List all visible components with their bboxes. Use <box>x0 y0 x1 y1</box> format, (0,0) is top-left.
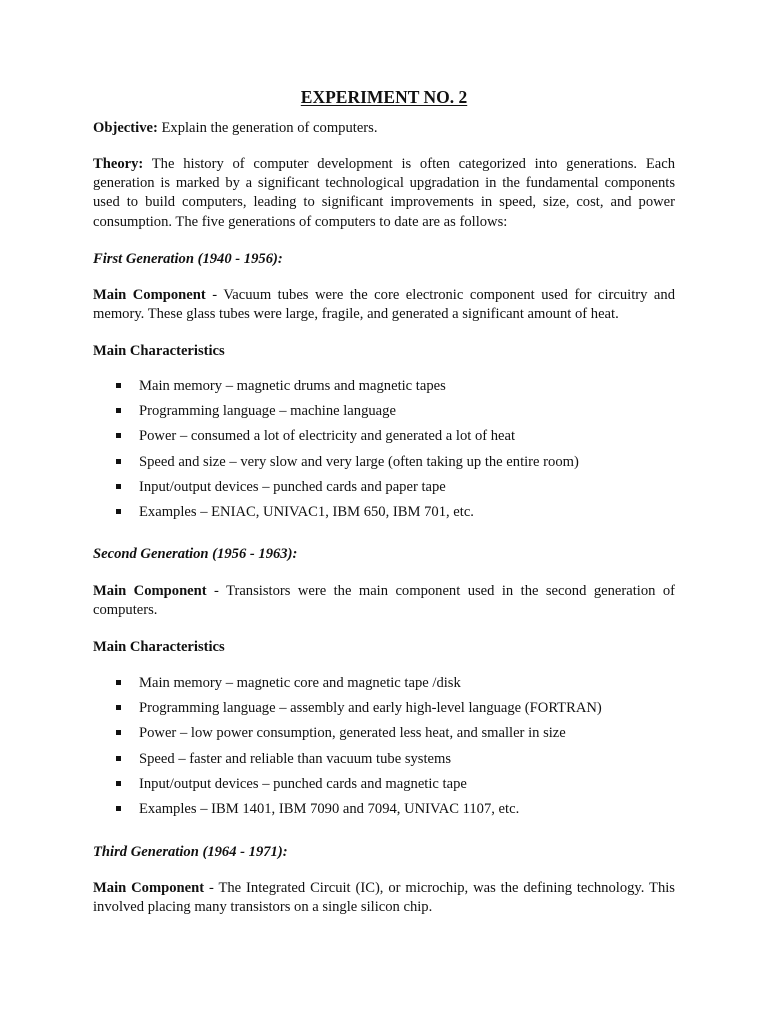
bullet-square-icon <box>116 484 121 489</box>
objective-text: Explain the generation of computers. <box>157 120 378 136</box>
list-item: Input/output devices – punched cards and paper tape <box>93 478 675 503</box>
second-generation-characteristics-heading: Main Characteristics <box>93 639 225 655</box>
page-title: EXPERIMENT NO. 2 <box>300 87 468 107</box>
second-generation-component <box>93 582 675 620</box>
bullet-square-icon <box>116 459 121 464</box>
component-text: - Transistors were the main component used in the second generation of computers. <box>93 583 675 619</box>
list-item: Speed – faster and reliable than vacuum tube systems <box>93 750 675 775</box>
list-item: Programming language – machine language <box>93 402 675 427</box>
theory-text: The history of computer development is often categorized into generations. Each generation is marked by a significant technological upgradation in the fundamental components used to build computers, leading to significant improvements in speed, size, cost, and power consumption. The five generations of computers to date are as follows: <box>93 156 675 230</box>
bullet-square-icon <box>116 383 121 388</box>
second-generation-heading: Second Generation (1956 - 1963): <box>93 546 298 562</box>
first-generation-component <box>93 286 675 324</box>
component-text: - The Integrated Circuit (IC), or microchip, was the defining technology. This involved placing many transistors on a single silicon chip. <box>93 880 675 916</box>
list-item: Programming language – assembly and early high-level language (FORTRAN) <box>93 699 675 724</box>
objective-paragraph <box>93 119 675 138</box>
component-label: Main Component <box>93 880 205 896</box>
first-generation-heading: First Generation (1940 - 1956): <box>93 251 283 267</box>
bullet-square-icon <box>116 408 121 413</box>
bullet-square-icon <box>116 433 121 438</box>
list-item: Main memory – magnetic core and magnetic tape /disk <box>93 674 675 699</box>
bullet-square-icon <box>116 680 121 685</box>
second-generation-characteristics-list <box>93 674 675 825</box>
list-item: Input/output devices – punched cards and magnetic tape <box>93 775 675 800</box>
theory-paragraph <box>93 155 675 232</box>
first-generation-characteristics-heading: Main Characteristics <box>93 343 225 359</box>
bullet-square-icon <box>116 730 121 735</box>
bullet-square-icon <box>116 806 121 811</box>
objective-label: Objective: <box>93 120 158 136</box>
list-item: Examples – ENIAC, UNIVAC1, IBM 650, IBM 701, etc. <box>93 503 675 528</box>
bullet-square-icon <box>116 781 121 786</box>
list-item: Main memory – magnetic drums and magnetic tapes <box>93 377 675 402</box>
list-item: Power – low power consumption, generated less heat, and smaller in size <box>93 724 675 749</box>
list-item: Examples – IBM 1401, IBM 7090 and 7094, UNIVAC 1107, etc. <box>93 800 675 825</box>
first-generation-characteristics-list <box>93 377 675 528</box>
third-generation-component <box>93 879 675 917</box>
list-item: Power – consumed a lot of electricity and generated a lot of heat <box>93 427 675 452</box>
theory-label: Theory: <box>93 156 144 172</box>
component-label: Main Component <box>93 287 206 303</box>
bullet-square-icon <box>116 705 121 710</box>
component-text: - Vacuum tubes were the core electronic component used for circuitry and memory. These glass tubes were large, fragile, and generated a significant amount of heat. <box>93 287 675 323</box>
bullet-square-icon <box>116 509 121 514</box>
bullet-square-icon <box>116 756 121 761</box>
third-generation-heading: Third Generation (1964 - 1971): <box>93 844 288 860</box>
list-item: Speed and size – very slow and very large (often taking up the entire room) <box>93 453 675 478</box>
component-label: Main Component <box>93 583 207 599</box>
